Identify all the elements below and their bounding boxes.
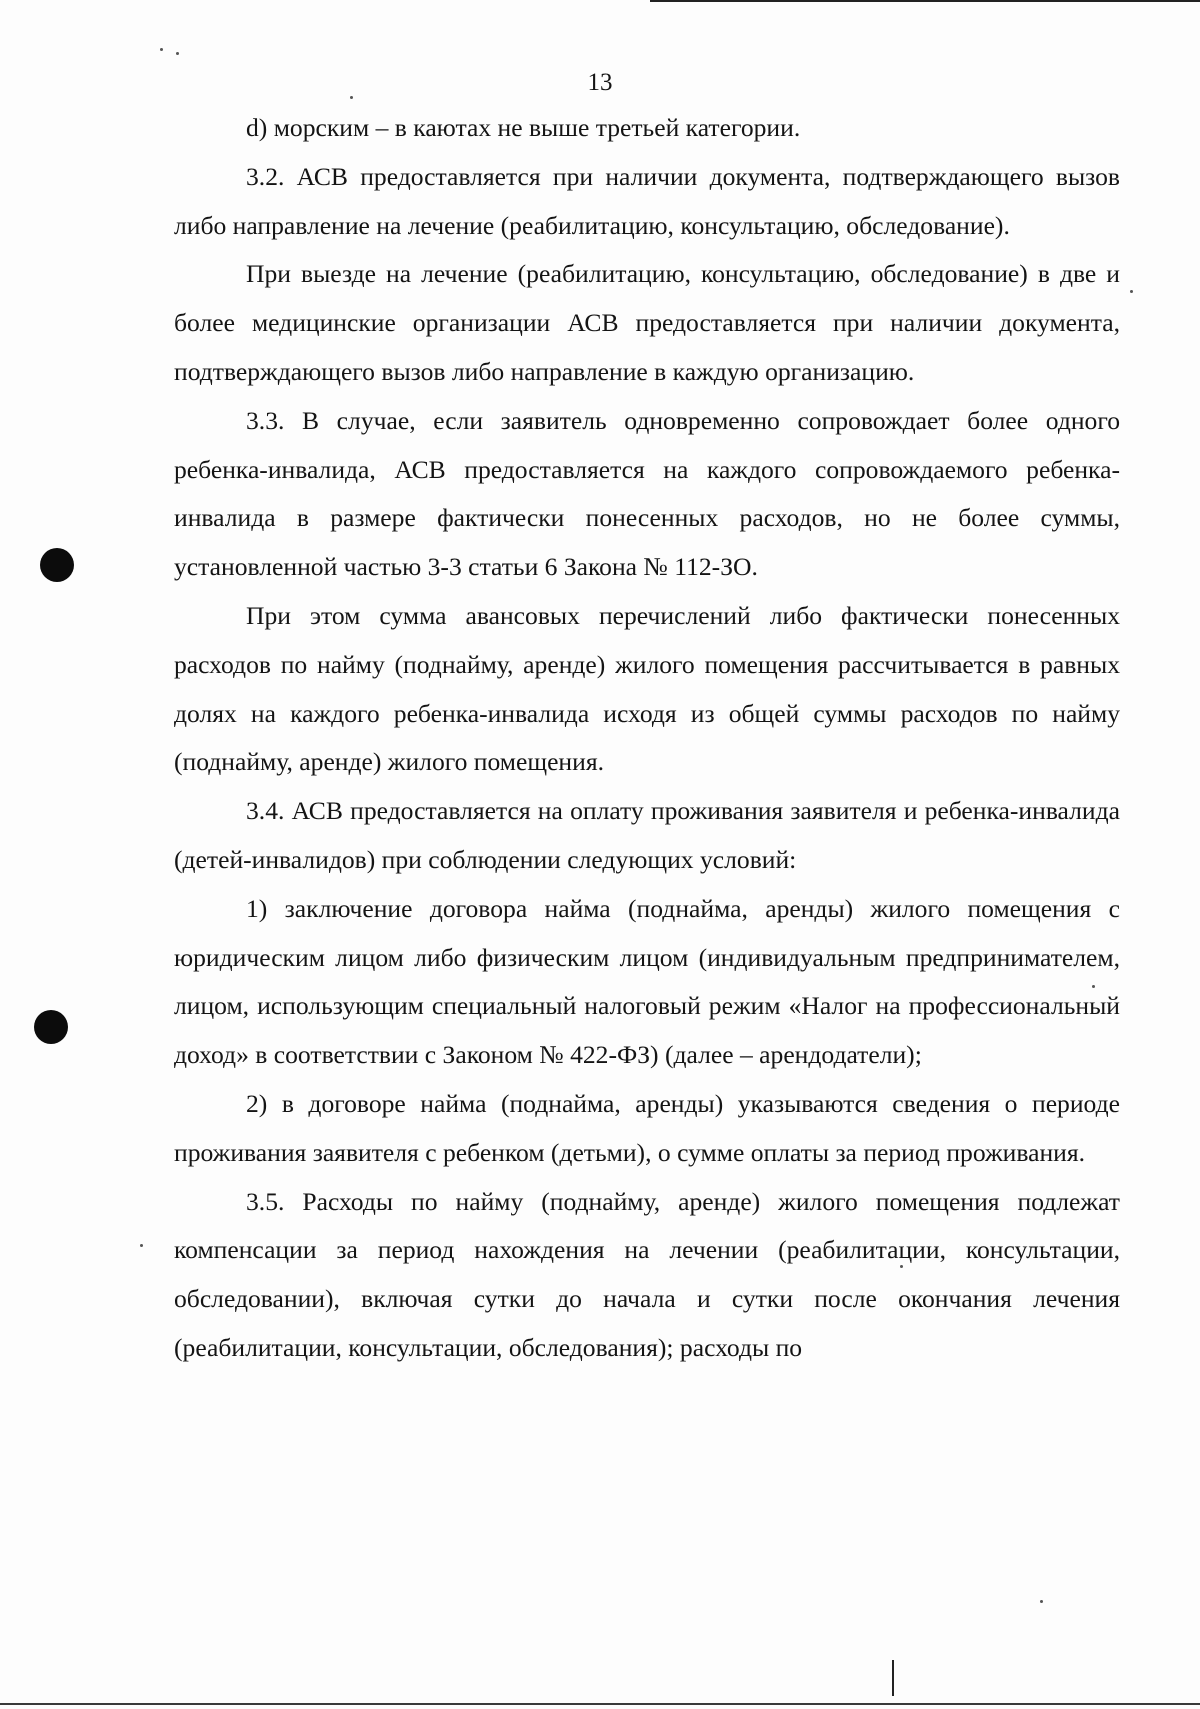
scan-speck xyxy=(140,1244,143,1247)
paragraph-3-4-item-2: 2) в договоре найма (поднайма, аренды) указываются сведения о периоде проживания заявителя с ребенком (детьми), о сумме оплаты за период проживания. xyxy=(174,1088,1120,1167)
paragraph-item-d: d) морским – в каютах не выше третьей категории. xyxy=(246,113,801,142)
scan-speck xyxy=(350,96,353,99)
scan-edge-top xyxy=(650,0,1200,2)
punch-hole-mark xyxy=(34,1010,68,1044)
paragraph-3-3-continued: При этом сумма авансовых перечислений либо фактически понесенных расходов по найму (поднайму, аренде) жилого помещения рассчитывается в равных долях на каждого ребенка-инвалида исходя из общей суммы расходов по найму (поднайму, аренде) жилого помещения. xyxy=(174,600,1120,777)
paragraph-3-5: 3.5. Расходы по найму (поднайму, аренде) жилого помещения подлежат компенсации за период нахождения на лечении (реабилитации, консультации, обследовании), включая сутки до начала и сутки после окончания лечения (реабилитации, консультации, обследования); расходы по xyxy=(174,1186,1120,1362)
scan-speck xyxy=(160,48,163,51)
page-number: 13 xyxy=(587,69,613,96)
punch-hole-mark xyxy=(40,548,74,582)
scan-speck xyxy=(176,52,179,55)
paragraph-3-3: 3.3. В случае, если заявитель одновременно сопровождает более одного ребенка-инвалида, АСВ предоставляется на каждого сопровождаемого ребенка-инвалида в размере фактически понесенных расходов, но не более суммы, установленной частью 3-3 статьи 6 Закона № 112-ЗО. xyxy=(174,405,1120,582)
scan-speck xyxy=(1040,1600,1043,1603)
scan-edge-bottom xyxy=(0,1703,1200,1705)
scan-tick-mark xyxy=(892,1660,894,1696)
document-body xyxy=(174,104,1120,1373)
scan-speck xyxy=(900,1265,903,1268)
scan-speck xyxy=(1130,290,1133,293)
paragraph-3-2-continued: При выезде на лечение (реабилитацию, консультацию, обследование) в две и более медицинские организации АСВ предоставляется при наличии документа, подтверждающего вызов либо направление в каждую организацию. xyxy=(174,259,1120,386)
paragraph-3-4-item-1: 1) заключение договора найма (поднайма, аренды) жилого помещения с юридическим лицом либо физическим лицом (индивидуальным предпринимателем, лицом, использующим специальный налоговый режим «Налог на профессиональный доход» в соответствии с Законом № 422-ФЗ) (далее – арендодатели); xyxy=(174,893,1120,1070)
paragraph-3-4: 3.4. АСВ предоставляется на оплату проживания заявителя и ребенка-инвалида (детей-инвалидов) при соблюдении следующих условий: xyxy=(174,796,1120,874)
paragraph-3-2: 3.2. АСВ предоставляется при наличии документа, подтверждающего вызов либо направление на лечение (реабилитацию, консультацию, обследование). xyxy=(174,161,1120,240)
scan-speck xyxy=(1092,985,1095,988)
